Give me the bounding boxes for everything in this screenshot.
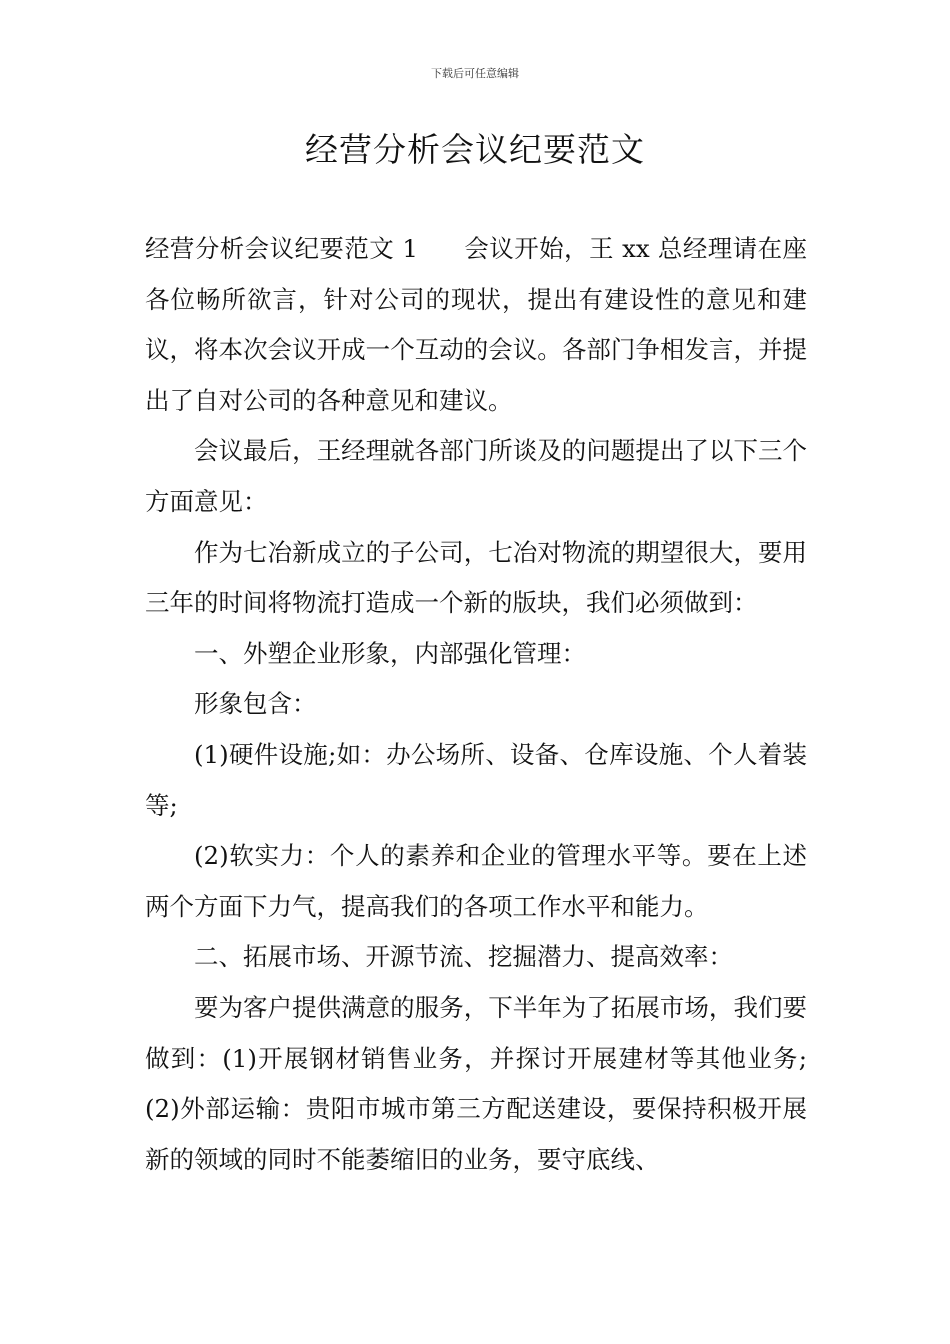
document-body xyxy=(145,224,807,1185)
intro-label: 经营分析会议纪要范文 1 xyxy=(145,234,418,263)
section-heading-2: 二、拓展市场、开源节流、挖掘潜力、提高效率： xyxy=(194,942,733,972)
intro-paragraph xyxy=(145,224,807,426)
paragraph-expectation: 作为七冶新成立的子公司，七冶对物流的期望很大，要用三年的时间将物流打造成一个新的版块，我们必须做到： xyxy=(145,537,807,618)
intro-text: 会议开始，王 xx 总经理请在座各位畅所欲言，针对公司的现状，提出有建设性的意见和建议，将本次会议开成一个互动的会议。各部门争相发言，并提出了自对公司的各种意见和建议。 xyxy=(145,234,807,415)
header-note: 下载后可任意编辑 xyxy=(431,67,519,80)
document-title: 经营分析会议纪要范文 xyxy=(305,130,645,169)
paragraph-image-intro: 形象包含： xyxy=(194,689,317,719)
paragraph-conclusion: 会议最后，王经理就各部门所谈及的问题提出了以下三个方面意见： xyxy=(145,436,807,516)
list-item-soft-power: (2)软实力：个人的素养和企业的管理水平等。要在上述两个方面下力气，提高我们的各项工作水平和能力。 xyxy=(145,841,807,921)
list-item-hardware: (1)硬件设施;如：办公场所、设备、仓库设施、个人着装等; xyxy=(145,739,807,820)
paragraph-market: 要为客户提供满意的服务，下半年为了拓展市场，我们要做到：(1)开展钢材销售业务，并探讨开展建材等其他业务;(2)外部运输：贵阳市城市第三方配送建设，要保持积极开展新的领域的同时不能萎缩旧的业务，要守底线、 xyxy=(145,992,807,1174)
section-heading-1: 一、外塑企业形象，内部强化管理： xyxy=(194,638,586,668)
